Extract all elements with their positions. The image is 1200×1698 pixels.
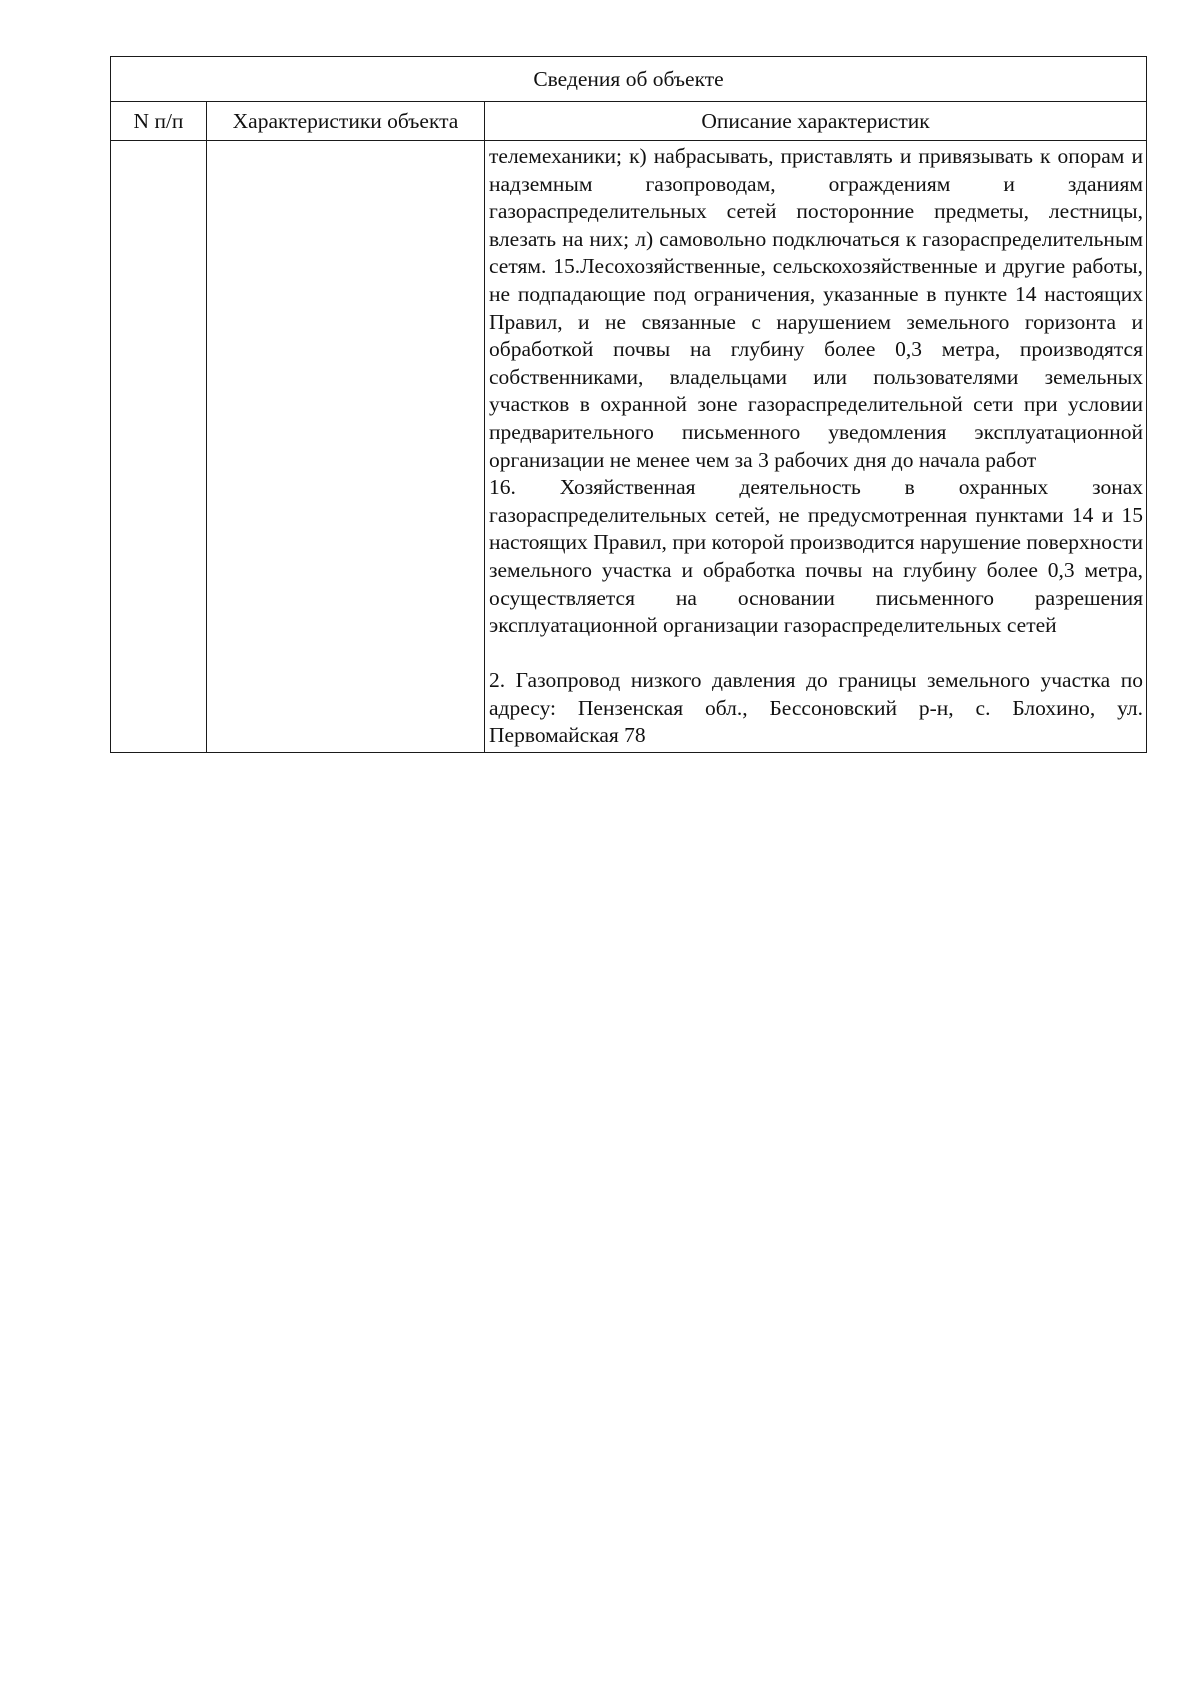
table-title: Сведения об объекте bbox=[111, 57, 1147, 102]
description-paragraph-3: 2. Газопровод низкого давления до границы земельного участка по адресу: Пензенская обл., Бессоновский р-н, с. Блохино, ул. Первомайская 78 bbox=[489, 668, 1143, 748]
object-info-table bbox=[110, 56, 1147, 753]
row-characteristics-cell bbox=[207, 141, 485, 753]
row-description-cell bbox=[485, 141, 1147, 753]
table-row bbox=[111, 141, 1147, 753]
header-number: N п/п bbox=[111, 102, 207, 141]
row-number-cell bbox=[111, 141, 207, 753]
table-header-row bbox=[111, 102, 1147, 141]
description-paragraph-1: телемеханики; к) набрасывать, приставлять и привязывать к опорам и надземным газопроводам, ограждениям и зданиям газораспределительных сетей посторонние предметы, лестницы, влезать на них; л) самовольно подключаться к газораспределительным сетям. 15.Лесохозяйственные, сельскохозяйственные и другие работы, не подпадающие под ограничения, указанные в пункте 14 настоящих Правил, и не связанные с нарушением земельного горизонта и обработкой почвы на глубину более 0,3 метра, производятся собственниками, владельцами или пользователями земельных участков в охранной зоне газораспределительной сети при условии предварительного письменного уведомления эксплуатационной организации не менее чем за 3 рабочих дня до начала работ bbox=[489, 144, 1143, 472]
table-title-row bbox=[111, 57, 1147, 102]
description-paragraph-2: 16. Хозяйственная деятельность в охранных зонах газораспределительных сетей, не предусмотренная пунктами 14 и 15 настоящих Правил, при которой производится нарушение поверхности земельного участка и обработка почвы на глубину более 0,3 метра, осуществляется на основании письменного разрешения эксплуатационной организации газораспределительных сетей bbox=[489, 475, 1143, 638]
header-characteristics: Характеристики объекта bbox=[207, 102, 485, 141]
header-description: Описание характеристик bbox=[485, 102, 1147, 141]
